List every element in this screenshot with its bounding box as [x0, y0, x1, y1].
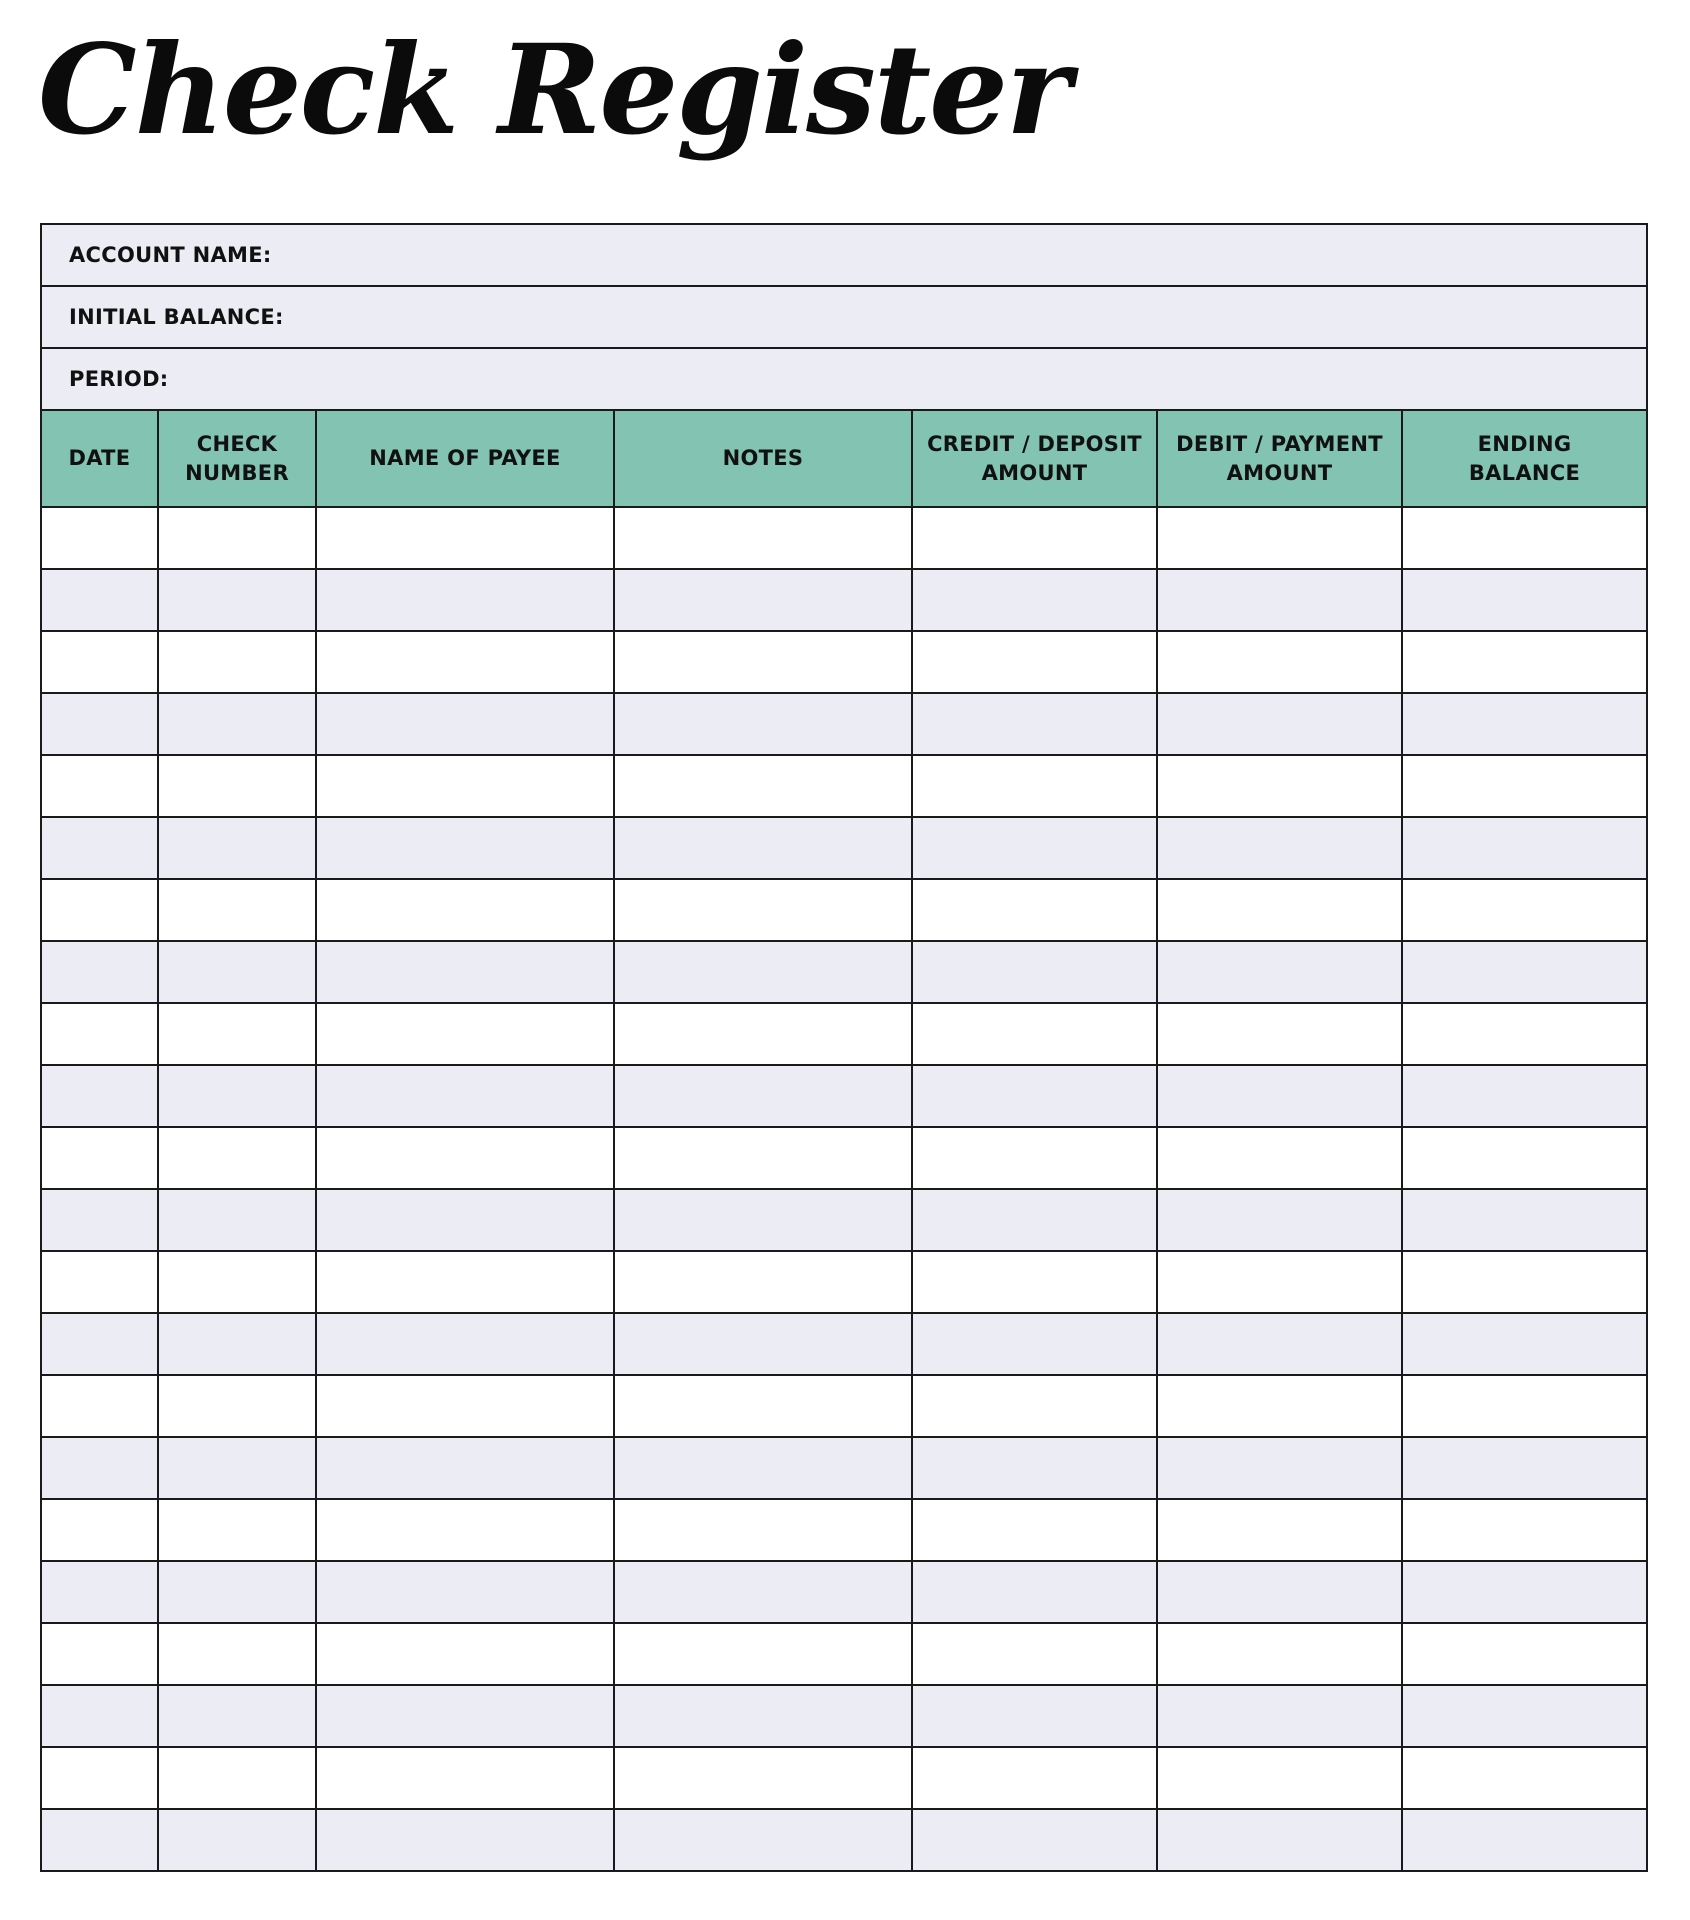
- table-row: [42, 1437, 1646, 1499]
- column-header-name-of-payee: [316, 411, 614, 507]
- table-cell[interactable]: [158, 631, 316, 693]
- table-cell[interactable]: [158, 1747, 316, 1809]
- table-cell[interactable]: [1157, 507, 1402, 569]
- table-cell[interactable]: [912, 1561, 1157, 1623]
- table-cell[interactable]: [158, 1251, 316, 1313]
- table-cell[interactable]: [1402, 1065, 1646, 1127]
- table-cell[interactable]: [316, 1747, 614, 1809]
- column-header-notes-line1: NOTES: [722, 446, 804, 470]
- table-cell[interactable]: [1402, 1127, 1646, 1189]
- table-cell[interactable]: [316, 1809, 614, 1870]
- table-cell[interactable]: [1402, 1189, 1646, 1251]
- table-cell[interactable]: [1157, 1747, 1402, 1809]
- initial-balance-label: INITIAL BALANCE:: [69, 305, 284, 329]
- table-cell[interactable]: [316, 1437, 614, 1499]
- column-header-notes: [614, 411, 912, 507]
- table-cell[interactable]: [1402, 1313, 1646, 1375]
- table-cell[interactable]: [1402, 1251, 1646, 1313]
- column-header-debit-payment-line1: DEBIT / PAYMENT: [1176, 431, 1383, 456]
- table-cell[interactable]: [912, 1499, 1157, 1561]
- table-cell[interactable]: [912, 1375, 1157, 1437]
- table-cell[interactable]: [1157, 569, 1402, 631]
- table-cell[interactable]: [42, 1251, 158, 1313]
- table-cell[interactable]: [614, 1313, 912, 1375]
- table-cell[interactable]: [614, 1065, 912, 1127]
- table-cell[interactable]: [316, 507, 614, 569]
- table-cell[interactable]: [1402, 879, 1646, 941]
- table-cell[interactable]: [42, 693, 158, 755]
- table-cell[interactable]: [316, 1189, 614, 1251]
- column-header-credit-deposit-amount: [912, 411, 1157, 507]
- table-cell[interactable]: [42, 1375, 158, 1437]
- account-name-label: ACCOUNT NAME:: [69, 243, 272, 267]
- table-cell[interactable]: [158, 1313, 316, 1375]
- table-cell[interactable]: [42, 1623, 158, 1685]
- table-cell[interactable]: [158, 1437, 316, 1499]
- table-cell[interactable]: [614, 1003, 912, 1065]
- table-cell[interactable]: [158, 1499, 316, 1561]
- table-row: [42, 1747, 1646, 1809]
- table-cell[interactable]: [1402, 1747, 1646, 1809]
- table-cell[interactable]: [614, 1499, 912, 1561]
- table-cell[interactable]: [614, 1375, 912, 1437]
- table-cell[interactable]: [912, 755, 1157, 817]
- table-cell[interactable]: [1402, 631, 1646, 693]
- table-cell[interactable]: [158, 755, 316, 817]
- table-cell[interactable]: [42, 1437, 158, 1499]
- table-cell[interactable]: [158, 693, 316, 755]
- table-cell[interactable]: [316, 1623, 614, 1685]
- table-cell[interactable]: [1157, 1003, 1402, 1065]
- table-row: [42, 1499, 1646, 1561]
- table-cell[interactable]: [1157, 817, 1402, 879]
- table-cell[interactable]: [42, 1561, 158, 1623]
- column-header-check-number-line1: CHECK: [196, 431, 278, 456]
- table-cell[interactable]: [1157, 941, 1402, 1003]
- table-cell[interactable]: [158, 569, 316, 631]
- table-cell[interactable]: [158, 1065, 316, 1127]
- table-cell[interactable]: [316, 879, 614, 941]
- table-cell[interactable]: [614, 1685, 912, 1747]
- table-cell[interactable]: [158, 879, 316, 941]
- column-header-check-number: [158, 411, 316, 507]
- table-cell[interactable]: [912, 1003, 1157, 1065]
- table-cell[interactable]: [1157, 1189, 1402, 1251]
- column-header-debit-payment-amount: [1157, 411, 1402, 507]
- table-cell[interactable]: [158, 1623, 316, 1685]
- table-cell[interactable]: [316, 941, 614, 1003]
- column-header-ending-balance-line2: BALANCE: [1468, 460, 1581, 485]
- table-cell[interactable]: [912, 817, 1157, 879]
- table-cell[interactable]: [912, 1065, 1157, 1127]
- table-cell[interactable]: [1157, 755, 1402, 817]
- table-cell[interactable]: [158, 1127, 316, 1189]
- table-row: [42, 1251, 1646, 1313]
- table-cell[interactable]: [912, 879, 1157, 941]
- table-cell[interactable]: [614, 693, 912, 755]
- table-cell[interactable]: [912, 1127, 1157, 1189]
- table-row: [42, 631, 1646, 693]
- table-row: [42, 569, 1646, 631]
- table-cell[interactable]: [1402, 1561, 1646, 1623]
- register-body: [42, 507, 1646, 1870]
- table-cell[interactable]: [42, 631, 158, 693]
- table-cell[interactable]: [1402, 507, 1646, 569]
- table-cell[interactable]: [316, 1251, 614, 1313]
- table-cell[interactable]: [1402, 1003, 1646, 1065]
- table-cell[interactable]: [316, 1375, 614, 1437]
- table-row: [42, 693, 1646, 755]
- table-cell[interactable]: [614, 569, 912, 631]
- table-row: [42, 1003, 1646, 1065]
- table-cell[interactable]: [614, 1561, 912, 1623]
- table-cell[interactable]: [158, 507, 316, 569]
- table-cell[interactable]: [1157, 1313, 1402, 1375]
- table-cell[interactable]: [912, 1251, 1157, 1313]
- column-header-name-of-payee-line1: NAME OF PAYEE: [369, 446, 561, 470]
- table-cell[interactable]: [42, 507, 158, 569]
- table-cell[interactable]: [614, 507, 912, 569]
- table-cell[interactable]: [614, 941, 912, 1003]
- table-cell[interactable]: [912, 1189, 1157, 1251]
- table-cell[interactable]: [1402, 1437, 1646, 1499]
- table-cell[interactable]: [614, 1251, 912, 1313]
- table-cell[interactable]: [42, 1065, 158, 1127]
- table-cell[interactable]: [1402, 569, 1646, 631]
- table-cell[interactable]: [1157, 1375, 1402, 1437]
- register-table: [42, 411, 1646, 1870]
- table-cell[interactable]: [316, 1313, 614, 1375]
- table-cell[interactable]: [316, 1065, 614, 1127]
- table-cell[interactable]: [316, 755, 614, 817]
- table-cell[interactable]: [1402, 1809, 1646, 1870]
- table-cell[interactable]: [316, 1003, 614, 1065]
- table-cell[interactable]: [1402, 1375, 1646, 1437]
- table-cell[interactable]: [158, 1375, 316, 1437]
- table-cell[interactable]: [1157, 1623, 1402, 1685]
- table-cell[interactable]: [912, 631, 1157, 693]
- table-cell[interactable]: [614, 1747, 912, 1809]
- table-row: [42, 1809, 1646, 1870]
- table-cell[interactable]: [912, 1809, 1157, 1870]
- table-cell[interactable]: [614, 755, 912, 817]
- table-cell[interactable]: [912, 1623, 1157, 1685]
- table-row: [42, 1623, 1646, 1685]
- page-title: Check Register: [38, 18, 1070, 163]
- table-cell[interactable]: [158, 817, 316, 879]
- table-row: [42, 755, 1646, 817]
- table-cell[interactable]: [42, 817, 158, 879]
- table-row: [42, 817, 1646, 879]
- table-cell[interactable]: [316, 1561, 614, 1623]
- table-cell[interactable]: [158, 1003, 316, 1065]
- table-cell[interactable]: [1402, 755, 1646, 817]
- table-cell[interactable]: [316, 569, 614, 631]
- table-cell[interactable]: [614, 817, 912, 879]
- table-cell[interactable]: [42, 1685, 158, 1747]
- table-cell[interactable]: [1157, 1685, 1402, 1747]
- table-cell[interactable]: [614, 1809, 912, 1870]
- table-row: [42, 941, 1646, 1003]
- column-header-credit-deposit-line1: CREDIT / DEPOSIT: [927, 431, 1142, 456]
- table-cell[interactable]: [912, 569, 1157, 631]
- table-cell[interactable]: [316, 631, 614, 693]
- table-cell[interactable]: [42, 569, 158, 631]
- table-cell[interactable]: [316, 817, 614, 879]
- table-cell[interactable]: [1402, 693, 1646, 755]
- table-cell[interactable]: [158, 941, 316, 1003]
- table-cell[interactable]: [912, 941, 1157, 1003]
- table-cell[interactable]: [158, 1561, 316, 1623]
- table-cell[interactable]: [1157, 1065, 1402, 1127]
- table-cell[interactable]: [158, 1189, 316, 1251]
- table-cell[interactable]: [614, 1189, 912, 1251]
- table-cell[interactable]: [316, 1685, 614, 1747]
- table-cell[interactable]: [42, 1747, 158, 1809]
- column-header-check-number-line2: NUMBER: [185, 460, 289, 485]
- table-cell[interactable]: [912, 693, 1157, 755]
- table-header-row: [42, 411, 1646, 507]
- initial-balance-row[interactable]: [42, 287, 1646, 349]
- table-row: [42, 879, 1646, 941]
- table-cell[interactable]: [42, 1189, 158, 1251]
- table-cell[interactable]: [912, 1747, 1157, 1809]
- column-header-date-line1: DATE: [68, 446, 131, 470]
- table-row: [42, 1685, 1646, 1747]
- table-cell[interactable]: [1157, 1251, 1402, 1313]
- table-cell[interactable]: [316, 693, 614, 755]
- table-cell[interactable]: [42, 1499, 158, 1561]
- table-row: [42, 1065, 1646, 1127]
- table-cell[interactable]: [1402, 1499, 1646, 1561]
- table-cell[interactable]: [158, 1809, 316, 1870]
- period-label: PERIOD:: [69, 367, 169, 391]
- column-header-debit-payment-line2: AMOUNT: [1226, 460, 1333, 485]
- table-cell[interactable]: [316, 1499, 614, 1561]
- table-row: [42, 1189, 1646, 1251]
- check-register-sheet: [40, 223, 1648, 1872]
- table-cell[interactable]: [1157, 693, 1402, 755]
- table-cell[interactable]: [614, 1437, 912, 1499]
- table-row: [42, 1561, 1646, 1623]
- table-cell[interactable]: [1157, 631, 1402, 693]
- table-cell[interactable]: [42, 755, 158, 817]
- column-header-ending-balance: [1402, 411, 1646, 507]
- table-cell[interactable]: [614, 1623, 912, 1685]
- table-row: [42, 1313, 1646, 1375]
- table-cell[interactable]: [1402, 817, 1646, 879]
- table-cell[interactable]: [614, 879, 912, 941]
- table-cell[interactable]: [158, 1685, 316, 1747]
- table-cell[interactable]: [42, 1809, 158, 1870]
- table-cell[interactable]: [42, 879, 158, 941]
- column-header-date: [42, 411, 158, 507]
- column-header-ending-balance-line1: ENDING: [1477, 431, 1572, 456]
- table-row: [42, 1127, 1646, 1189]
- account-name-row[interactable]: [42, 225, 1646, 287]
- table-cell[interactable]: [42, 1127, 158, 1189]
- table-cell[interactable]: [1402, 1685, 1646, 1747]
- table-row: [42, 1375, 1646, 1437]
- table-cell[interactable]: [1402, 941, 1646, 1003]
- table-cell[interactable]: [912, 1685, 1157, 1747]
- table-cell[interactable]: [614, 1127, 912, 1189]
- table-cell[interactable]: [1157, 1437, 1402, 1499]
- table-cell[interactable]: [316, 1127, 614, 1189]
- period-row[interactable]: [42, 349, 1646, 411]
- table-cell[interactable]: [42, 941, 158, 1003]
- table-cell[interactable]: [614, 631, 912, 693]
- table-cell[interactable]: [42, 1003, 158, 1065]
- table-cell[interactable]: [1402, 1623, 1646, 1685]
- table-cell[interactable]: [912, 507, 1157, 569]
- table-cell[interactable]: [1157, 879, 1402, 941]
- table-cell[interactable]: [1157, 1127, 1402, 1189]
- table-cell[interactable]: [912, 1313, 1157, 1375]
- table-cell[interactable]: [912, 1437, 1157, 1499]
- table-row: [42, 507, 1646, 569]
- table-cell[interactable]: [42, 1313, 158, 1375]
- column-header-credit-deposit-line2: AMOUNT: [981, 460, 1088, 485]
- table-cell[interactable]: [1157, 1561, 1402, 1623]
- table-cell[interactable]: [1157, 1499, 1402, 1561]
- table-cell[interactable]: [1157, 1809, 1402, 1870]
